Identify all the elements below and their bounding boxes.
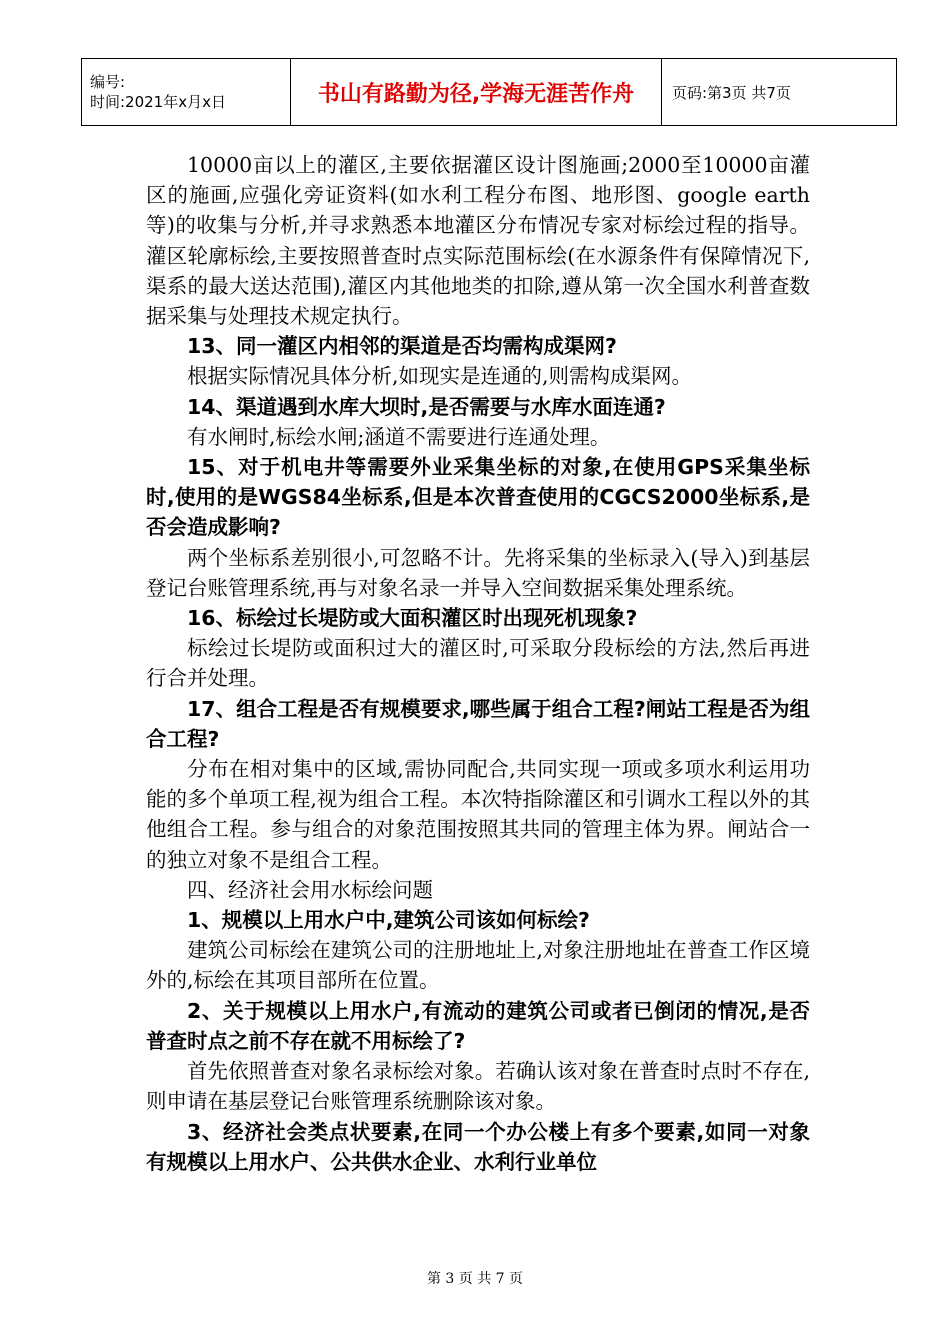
header-table bbox=[81, 58, 897, 126]
code-label: 编号: bbox=[90, 73, 126, 91]
question-heading: 16、标绘过长堤防或大面积灌区时出现死机现象? bbox=[187, 606, 638, 631]
paragraph: 首先依照普查对象名录标绘对象。若确认该对象在普查时点时不存在,则申请在基层登记台账管理系统删除该对象。 bbox=[146, 1059, 810, 1114]
question-heading: 1、规模以上用水户中,建筑公司该如何标绘? bbox=[187, 908, 590, 933]
paragraph: 有水闸时,标绘水闸;涵道不需要进行连通处理。 bbox=[187, 424, 611, 449]
date-label: 时间:2021年x月x日 bbox=[90, 93, 226, 111]
paragraph: 分布在相对集中的区域,需协同配合,共同实现一项或多项水利运用功能的多个单项工程,视为组合工程。本次特指除灌区和引调水工程以外的其他组合工程。参与组合的对象范围按照其共同的管理主体为界。闸站合一的独立对象不是组合工程。 bbox=[146, 757, 810, 872]
paragraph: 10000亩以上的灌区,主要依据灌区设计图施画;2000至10000亩灌区的施画,应强化旁证资料(如水利工程分布图、地形图、google earth等)的收集与分析,并寻求熟悉本地灌区分布情况专家对标绘过程的指导。灌区轮廓标绘,主要按照普查时点实际范围标绘(在水源条件有保障情况下,渠系的最大送达范围),灌区内其他地类的扣除,遵从第一次全国水利普查数据采集与处理技术规定执行。 bbox=[146, 153, 810, 329]
document-body bbox=[146, 150, 810, 1177]
header-meta bbox=[82, 59, 291, 126]
paragraph: 标绘过长堤防或面积过大的灌区时,可采取分段标绘的方法,然后再进行合并处理。 bbox=[146, 636, 810, 691]
header-motto: 书山有路勤为径,学海无涯苦作舟 bbox=[291, 59, 662, 126]
section-heading: 四、经济社会用水标绘问题 bbox=[187, 877, 433, 902]
paragraph: 两个坐标系差别很小,可忽略不计。先将采集的坐标录入(导入)到基层登记台账管理系统,再与对象名录一并导入空间数据采集处理系统。 bbox=[146, 545, 810, 600]
question-heading: 3、经济社会类点状要素,在同一个办公楼上有多个要素,如同一对象有规模以上用水户、公共供水企业、水利行业单位 bbox=[146, 1119, 810, 1174]
header-page-info: 页码:第3页 共7页 bbox=[662, 59, 897, 126]
question-heading: 13、同一灌区内相邻的渠道是否均需构成渠网? bbox=[187, 334, 617, 359]
question-heading: 15、对于机电井等需要外业采集坐标的对象,在使用GPS采集坐标时,使用的是WGS84坐标系,但是本次普查使用的CGCS2000坐标系,是否会造成影响? bbox=[146, 455, 810, 540]
question-heading: 2、关于规模以上用水户,有流动的建筑公司或者已倒闭的情况,是否普查时点之前不存在就不用标绘了? bbox=[146, 998, 810, 1053]
paragraph: 建筑公司标绘在建筑公司的注册地址上,对象注册地址在普查工作区境外的,标绘在其项目部所在位置。 bbox=[146, 938, 810, 993]
question-heading: 17、组合工程是否有规模要求,哪些属于组合工程?闸站工程是否为组合工程? bbox=[146, 696, 810, 751]
page-footer: 第 3 页 共 7 页 bbox=[426, 1271, 524, 1287]
question-heading: 14、渠道遇到水库大坝时,是否需要与水库水面连通? bbox=[187, 394, 666, 419]
paragraph: 根据实际情况具体分析,如现实是连通的,则需构成渠网。 bbox=[187, 364, 693, 389]
